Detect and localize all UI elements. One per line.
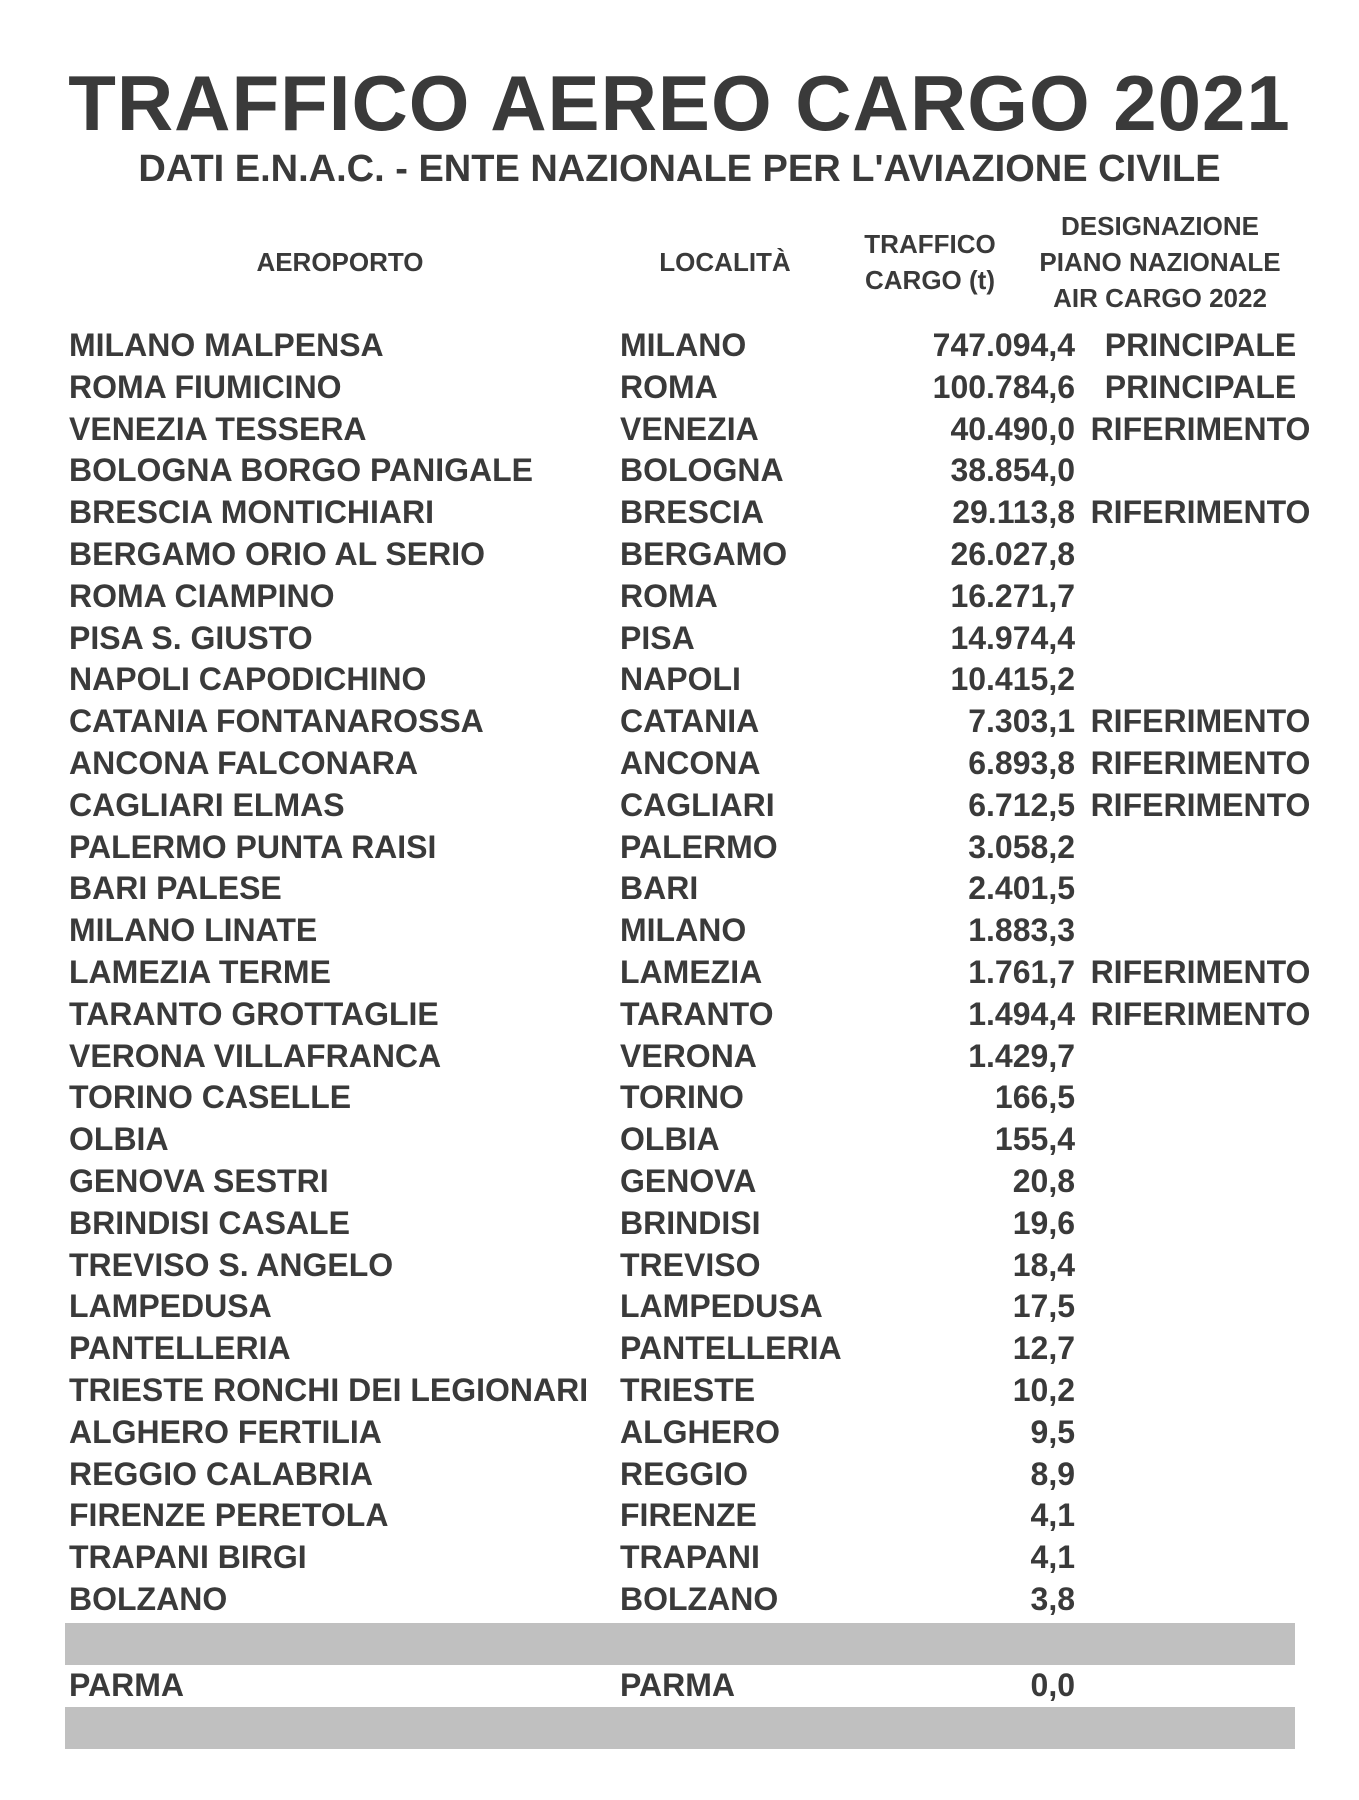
cell-localita: BRINDISI xyxy=(620,1204,761,1241)
cell-localita: TREVISO xyxy=(620,1246,761,1283)
data-table-body xyxy=(65,325,1311,1621)
cell-traffico-cargo: 16.271,7 xyxy=(950,577,1075,614)
table-row xyxy=(65,1665,1295,1707)
table-row xyxy=(65,1328,1295,1370)
column-header-traffico-cargo: TRAFFICO CARGO (t) xyxy=(864,229,996,295)
cell-aeroporto: LAMEZIA TERME xyxy=(69,953,331,990)
cell-localita: GENOVA xyxy=(620,1162,757,1199)
table-row xyxy=(65,534,1295,576)
cell-traffico-cargo: 6.893,8 xyxy=(968,744,1075,781)
cell-aeroporto: TRAPANI BIRGI xyxy=(69,1539,307,1576)
cell-localita: TARANTO xyxy=(620,995,774,1032)
cell-aeroporto: BARI PALESE xyxy=(69,870,282,907)
cell-traffico-cargo: 6.712,5 xyxy=(968,786,1075,823)
cell-traffico-cargo: 40.490,0 xyxy=(950,410,1075,447)
cell-localita: OLBIA xyxy=(620,1121,720,1158)
cell-designazione: RIFERIMENTO xyxy=(1090,494,1311,531)
cell-localita: ANCONA xyxy=(620,744,761,781)
cell-localita: VENEZIA xyxy=(620,410,759,447)
cell-aeroporto: BRESCIA MONTICHIARI xyxy=(69,494,435,531)
cell-localita: BOLZANO xyxy=(620,1580,779,1617)
cell-traffico-cargo: 9,5 xyxy=(1030,1413,1075,1450)
cell-localita: FIRENZE xyxy=(620,1497,757,1534)
cell-traffico-cargo: 26.027,8 xyxy=(950,535,1075,572)
table-row xyxy=(65,492,1311,534)
cell-designazione: PRINCIPALE xyxy=(1104,368,1297,405)
cell-aeroporto: TARANTO GROTTAGLIE xyxy=(69,995,439,1032)
cell-localita: CATANIA xyxy=(620,703,760,740)
cell-localita: ROMA xyxy=(620,577,718,614)
cell-traffico-cargo: 4,1 xyxy=(1030,1539,1075,1576)
table-row xyxy=(65,1245,1295,1287)
cell-aeroporto: PANTELLERIA xyxy=(69,1330,291,1367)
table-row xyxy=(65,743,1311,785)
table-row xyxy=(65,576,1295,618)
cell-traffico-cargo: 3,8 xyxy=(1030,1580,1075,1617)
cell-traffico-cargo: 8,9 xyxy=(1030,1455,1075,1492)
column-header-localita: LOCALITÀ xyxy=(659,247,791,277)
cell-localita: PANTELLERIA xyxy=(620,1330,842,1367)
cell-aeroporto: OLBIA xyxy=(69,1121,169,1158)
cell-aeroporto: TRIESTE RONCHI DEI LEGIONARI xyxy=(69,1371,589,1408)
table-row xyxy=(65,827,1295,869)
table-row xyxy=(65,1454,1295,1496)
table-row xyxy=(65,785,1311,827)
cell-aeroporto: PALERMO PUNTA RAISI xyxy=(69,828,437,865)
cell-aeroporto: BOLOGNA BORGO PANIGALE xyxy=(69,452,533,489)
table-row xyxy=(65,868,1295,910)
separator-band xyxy=(65,1623,1295,1665)
table-row xyxy=(65,659,1295,701)
cell-aeroporto: REGGIO CALABRIA xyxy=(69,1455,373,1492)
cell-aeroporto: ROMA FIUMICINO xyxy=(69,368,342,405)
table-row xyxy=(65,994,1311,1036)
cell-localita: NAPOLI xyxy=(620,661,741,698)
cell-traffico-cargo: 0,0 xyxy=(1030,1667,1075,1703)
cell-localita: VERONA xyxy=(620,1037,757,1074)
cell-localita: BARI xyxy=(620,870,699,907)
cell-designazione: PRINCIPALE xyxy=(1104,327,1297,363)
cell-localita: TORINO xyxy=(620,1079,744,1116)
cell-traffico-cargo: 1.883,3 xyxy=(968,912,1075,949)
cell-traffico-cargo: 18,4 xyxy=(1012,1246,1075,1283)
cell-localita: BRESCIA xyxy=(620,494,765,531)
table-row xyxy=(65,701,1311,743)
cell-localita: TRIESTE xyxy=(620,1371,756,1408)
cell-localita: ALGHERO xyxy=(620,1413,780,1450)
column-header-designazione: DESIGNAZIONE PIANO NAZIONALE AIR CARGO 2022 xyxy=(1039,211,1281,313)
cell-localita: ROMA xyxy=(620,368,718,405)
cell-traffico-cargo: 747.094,4 xyxy=(932,327,1075,363)
table-row xyxy=(65,1495,1295,1537)
cell-traffico-cargo: 7.303,1 xyxy=(968,703,1075,740)
column-header-aeroporto: AEROPORTO xyxy=(256,247,424,277)
cell-localita: PALERMO xyxy=(620,828,778,865)
cell-traffico-cargo: 29.113,8 xyxy=(952,494,1075,531)
table-row xyxy=(65,618,1295,660)
cell-aeroporto: TORINO CASELLE xyxy=(69,1079,352,1116)
separator-band xyxy=(65,1707,1295,1749)
cell-traffico-cargo: 4,1 xyxy=(1030,1497,1075,1534)
table-row xyxy=(65,1579,1295,1621)
cell-localita: LAMPEDUSA xyxy=(620,1288,823,1325)
cell-designazione: RIFERIMENTO xyxy=(1090,786,1311,823)
cell-traffico-cargo: 19,6 xyxy=(1012,1204,1075,1241)
table-row xyxy=(65,367,1295,409)
cell-localita: TRAPANI xyxy=(620,1539,760,1576)
cell-traffico-cargo: 1.494,4 xyxy=(968,995,1075,1032)
cell-traffico-cargo: 166,5 xyxy=(994,1079,1075,1116)
cell-localita: CAGLIARI xyxy=(620,786,775,823)
cell-traffico-cargo: 20,8 xyxy=(1012,1162,1075,1199)
cell-localita: MILANO xyxy=(620,912,747,949)
cell-localita: PISA xyxy=(620,619,695,656)
cell-localita: REGGIO xyxy=(620,1455,749,1492)
cell-traffico-cargo: 10,2 xyxy=(1012,1371,1075,1408)
cell-designazione: RIFERIMENTO xyxy=(1090,995,1311,1032)
cell-traffico-cargo: 100.784,6 xyxy=(932,368,1075,405)
table-row xyxy=(65,1412,1295,1454)
table-row xyxy=(65,1370,1295,1412)
table-row xyxy=(65,325,1295,367)
cell-aeroporto: CATANIA FONTANAROSSA xyxy=(69,703,484,740)
cell-aeroporto: CAGLIARI ELMAS xyxy=(69,786,345,823)
table-row xyxy=(65,1203,1295,1245)
cell-localita: BOLOGNA xyxy=(620,452,784,489)
cell-aeroporto: MILANO MALPENSA xyxy=(69,327,384,363)
cell-aeroporto: VERONA VILLAFRANCA xyxy=(69,1037,442,1074)
cell-aeroporto: NAPOLI CAPODICHINO xyxy=(69,661,427,698)
cell-aeroporto: PISA S. GIUSTO xyxy=(69,619,313,656)
table-row xyxy=(65,450,1295,492)
cell-localita: MILANO xyxy=(620,327,747,363)
cell-aeroporto: LAMPEDUSA xyxy=(69,1288,272,1325)
table-row xyxy=(65,1036,1295,1078)
cell-traffico-cargo: 12,7 xyxy=(1012,1330,1075,1367)
cell-aeroporto: ALGHERO FERTILIA xyxy=(69,1413,382,1450)
table-row xyxy=(65,1537,1295,1579)
cell-traffico-cargo: 1.429,7 xyxy=(968,1037,1075,1074)
cell-traffico-cargo: 38.854,0 xyxy=(950,452,1075,489)
cell-localita: PARMA xyxy=(620,1667,735,1703)
table-row xyxy=(65,910,1295,952)
cell-designazione: RIFERIMENTO xyxy=(1090,410,1311,447)
cell-aeroporto: MILANO LINATE xyxy=(69,912,318,949)
cell-aeroporto: GENOVA SESTRI xyxy=(69,1162,329,1199)
cell-traffico-cargo: 2.401,5 xyxy=(968,870,1075,907)
table-row xyxy=(65,952,1311,994)
cell-aeroporto: ROMA CIAMPINO xyxy=(69,577,335,614)
cell-traffico-cargo: 1.761,7 xyxy=(968,953,1075,990)
cell-aeroporto: ANCONA FALCONARA xyxy=(69,744,419,781)
cell-traffico-cargo: 3.058,2 xyxy=(968,828,1075,865)
cell-designazione: RIFERIMENTO xyxy=(1090,744,1311,781)
page-title: TRAFFICO AEREO CARGO 2021 xyxy=(68,59,1291,147)
cell-designazione: RIFERIMENTO xyxy=(1090,953,1311,990)
cell-traffico-cargo: 10.415,2 xyxy=(950,661,1075,698)
cell-traffico-cargo: 155,4 xyxy=(994,1121,1075,1158)
cell-aeroporto: TREVISO S. ANGELO xyxy=(69,1246,394,1283)
cell-localita: BERGAMO xyxy=(620,535,788,572)
cell-aeroporto: BERGAMO ORIO AL SERIO xyxy=(69,535,486,572)
cell-aeroporto: VENEZIA TESSERA xyxy=(69,410,367,447)
table-row xyxy=(65,1286,1295,1328)
cell-traffico-cargo: 17,5 xyxy=(1012,1288,1075,1325)
cell-aeroporto: BRINDISI CASALE xyxy=(69,1204,350,1241)
table-row xyxy=(65,1161,1295,1203)
cell-traffico-cargo: 14.974,4 xyxy=(950,619,1075,656)
cell-localita: LAMEZIA xyxy=(620,953,763,990)
table-row xyxy=(65,1119,1295,1161)
cell-designazione: RIFERIMENTO xyxy=(1090,703,1311,740)
table-row xyxy=(65,409,1311,451)
cell-aeroporto: PARMA xyxy=(69,1667,184,1703)
cell-aeroporto: BOLZANO xyxy=(69,1580,228,1617)
table-row xyxy=(65,1077,1295,1119)
page-subtitle: DATI E.N.A.C. - ENTE NAZIONALE PER L'AVIAZIONE CIVILE xyxy=(138,148,1221,190)
cell-aeroporto: FIRENZE PERETOLA xyxy=(69,1497,389,1534)
